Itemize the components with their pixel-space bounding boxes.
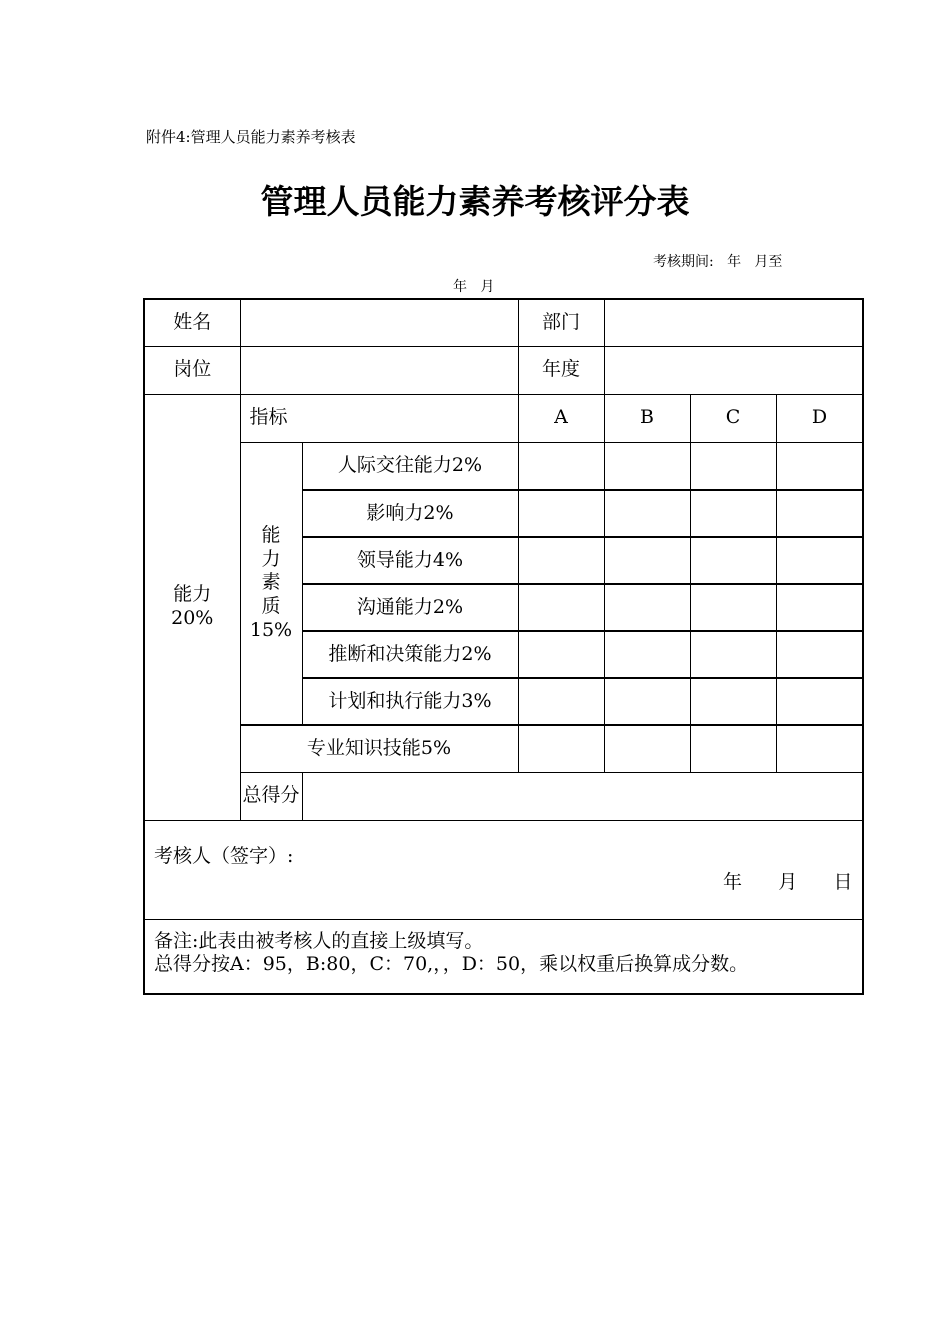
quality-char: 能 — [261, 523, 281, 546]
score-cell-c[interactable] — [690, 631, 776, 678]
ability-label — [144, 394, 240, 820]
score-cell-a[interactable] — [518, 725, 604, 772]
name-label: 姓名 — [144, 299, 240, 346]
grade-a-header: A — [518, 394, 604, 442]
assessment-period-line1: 考核期间: 年 月至 — [653, 254, 783, 270]
score-cell-a[interactable] — [518, 490, 604, 537]
score-cell-b[interactable] — [604, 490, 690, 537]
indicator-header-row — [144, 394, 863, 442]
score-cell-a[interactable] — [518, 442, 604, 490]
score-cell-d[interactable] — [776, 584, 863, 631]
sign-date: 年 月 日 — [723, 870, 853, 893]
score-cell-c[interactable] — [690, 678, 776, 725]
sub-item-row — [144, 442, 863, 490]
score-cell-c[interactable] — [690, 442, 776, 490]
score-cell-d[interactable] — [776, 442, 863, 490]
dept-label: 部门 — [518, 299, 604, 346]
position-label: 岗位 — [144, 346, 240, 394]
total-row — [144, 772, 863, 820]
assessor-row — [144, 820, 863, 919]
form-title: 管理人员能力素养考核评分表 — [260, 182, 690, 221]
score-cell-d[interactable] — [776, 490, 863, 537]
sub-item-label: 沟通能力2% — [302, 584, 518, 631]
knowledge-label: 专业知识技能5% — [240, 725, 518, 772]
dept-field[interactable] — [604, 299, 863, 346]
score-cell-a[interactable] — [518, 584, 604, 631]
assessor-label: 考核人（签字）: — [154, 844, 294, 867]
score-cell-d[interactable] — [776, 537, 863, 584]
sub-item-label: 人际交往能力2% — [302, 442, 518, 490]
knowledge-row — [144, 725, 863, 772]
quality-label — [240, 442, 302, 725]
indicator-label: 指标 — [240, 394, 518, 442]
remark-cell — [144, 919, 863, 994]
year-field[interactable] — [604, 346, 863, 394]
score-cell-b[interactable] — [604, 725, 690, 772]
sub-item-label: 影响力2% — [302, 490, 518, 537]
name-field[interactable] — [240, 299, 518, 346]
score-cell-d[interactable] — [776, 725, 863, 772]
score-cell-c[interactable] — [690, 490, 776, 537]
score-cell-a[interactable] — [518, 678, 604, 725]
total-score-field[interactable] — [302, 772, 863, 820]
assessor-cell[interactable] — [144, 820, 863, 919]
evaluation-table — [143, 298, 864, 995]
score-cell-b[interactable] — [604, 678, 690, 725]
remark-row — [144, 919, 863, 994]
grade-b-header: B — [604, 394, 690, 442]
grade-c-header: C — [690, 394, 776, 442]
score-cell-d[interactable] — [776, 678, 863, 725]
remark-line: 备注:此表由被考核人的直接上级填写。 — [154, 929, 484, 952]
sub-item-label: 领导能力4% — [302, 537, 518, 584]
quality-char: 素 — [261, 571, 281, 594]
sub-item-label: 计划和执行能力3% — [302, 678, 518, 725]
score-cell-c[interactable] — [690, 537, 776, 584]
quality-char: 力 — [261, 547, 281, 570]
position-row — [144, 346, 863, 394]
year-label: 年度 — [518, 346, 604, 394]
remark-line: 总得分按A：95，B:80，C：70,，，D：50，乘以权重后换算成分数。 — [154, 953, 749, 976]
position-field[interactable] — [240, 346, 518, 394]
score-cell-b[interactable] — [604, 631, 690, 678]
score-cell-a[interactable] — [518, 537, 604, 584]
attachment-label: 附件4:管理人员能力素养考核表 — [146, 128, 356, 146]
ability-weight: 20% — [171, 607, 214, 629]
total-label: 总得分 — [240, 772, 302, 820]
score-cell-a[interactable] — [518, 631, 604, 678]
ability-label-text: 能力 — [173, 583, 212, 606]
score-cell-c[interactable] — [690, 725, 776, 772]
score-cell-b[interactable] — [604, 442, 690, 490]
score-cell-b[interactable] — [604, 537, 690, 584]
sub-item-label: 推断和决策能力2% — [302, 631, 518, 678]
score-cell-d[interactable] — [776, 631, 863, 678]
score-cell-b[interactable] — [604, 584, 690, 631]
assessment-period-line2: 年 月 — [453, 279, 495, 295]
score-cell-c[interactable] — [690, 584, 776, 631]
grade-d-header: D — [776, 394, 863, 442]
quality-weight: 15% — [249, 618, 293, 641]
name-row — [144, 299, 863, 346]
quality-char: 质 — [261, 595, 281, 618]
